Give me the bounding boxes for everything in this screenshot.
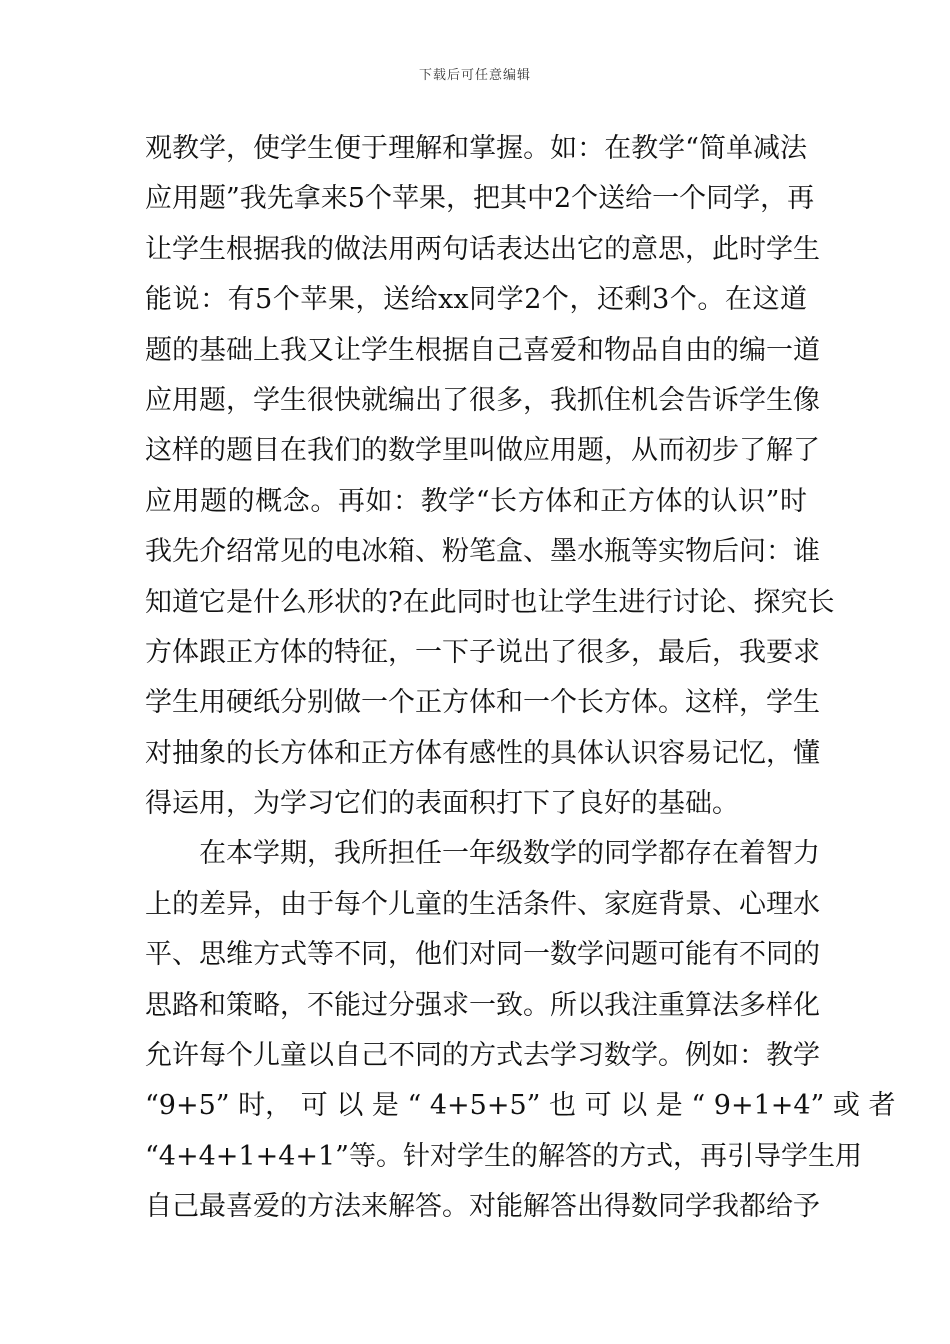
text-line: 应用题，学生很快就编出了很多，我抓住机会告诉学生像 (145, 384, 820, 416)
text-line: 题的基础上我又让学生根据自己喜爱和物品自由的编一道 (145, 334, 820, 366)
text-line: 对抽象的长方体和正方体有感性的具体认识容易记忆，懂 (145, 737, 820, 769)
text-line: 学生用硬纸分别做一个正方体和一个长方体。这样，学生 (145, 687, 820, 719)
paragraph-first-line: 在本学期，我所担任一年级数学的同学都存在着智力 (199, 838, 820, 870)
text-line: 得运用，为学习它们的表面积打下了良好的基础。 (145, 788, 739, 820)
text-line: 允许每个儿童以自己不同的方式去学习数学。例如：教学 (145, 1040, 820, 1072)
text-line: “9+5” 时， 可 以 是 “ 4+5+5” 也 可 以 是 “ 9+1+4” 或 者 (145, 1090, 896, 1122)
text-line: 上的差异，由于每个儿童的生活条件、家庭背景、心理水 (145, 888, 820, 920)
text-line: 知道它是什么形状的?在此同时也让学生进行讨论、探究长 (145, 586, 835, 618)
text-line: 平、思维方式等不同，他们对同一数学问题可能有不同的 (145, 939, 820, 971)
text-line: 方体跟正方体的特征，一下子说出了很多，最后，我要求 (145, 636, 820, 668)
text-line: “4+4+1+4+1”等。针对学生的解答的方式，再引导学生用 (145, 1140, 862, 1172)
text-line: 观教学，使学生便于理解和掌握。如：在教学“简单减法 (145, 133, 807, 164)
text-line: 应用题的概念。再如：教学“长方体和正方体的认识”时 (145, 485, 807, 517)
text-line: 自己最喜爱的方法来解答。对能解答出得数同学我都给予 (145, 1191, 820, 1223)
text-line: 能说：有5个苹果，送给xx同学2个，还剩3个。在这道 (145, 284, 807, 316)
text-line: 让学生根据我的做法用两句话表达出它的意思，此时学生 (145, 233, 820, 265)
text-line: 思路和策略，不能过分强求一致。所以我注重算法多样化 (145, 989, 820, 1021)
text-line: 我先介绍常见的电冰箱、粉笔盒、墨水瓶等实物后问：谁 (145, 536, 820, 568)
document-body (145, 124, 896, 1233)
page-header: 下载后可任意编辑 (418, 68, 531, 83)
text-line: 这样的题目在我们的数学里叫做应用题，从而初步了解了 (145, 435, 820, 467)
text-line: 应用题”我先拿来5个苹果，把其中2个送给一个同学，再 (145, 183, 815, 215)
